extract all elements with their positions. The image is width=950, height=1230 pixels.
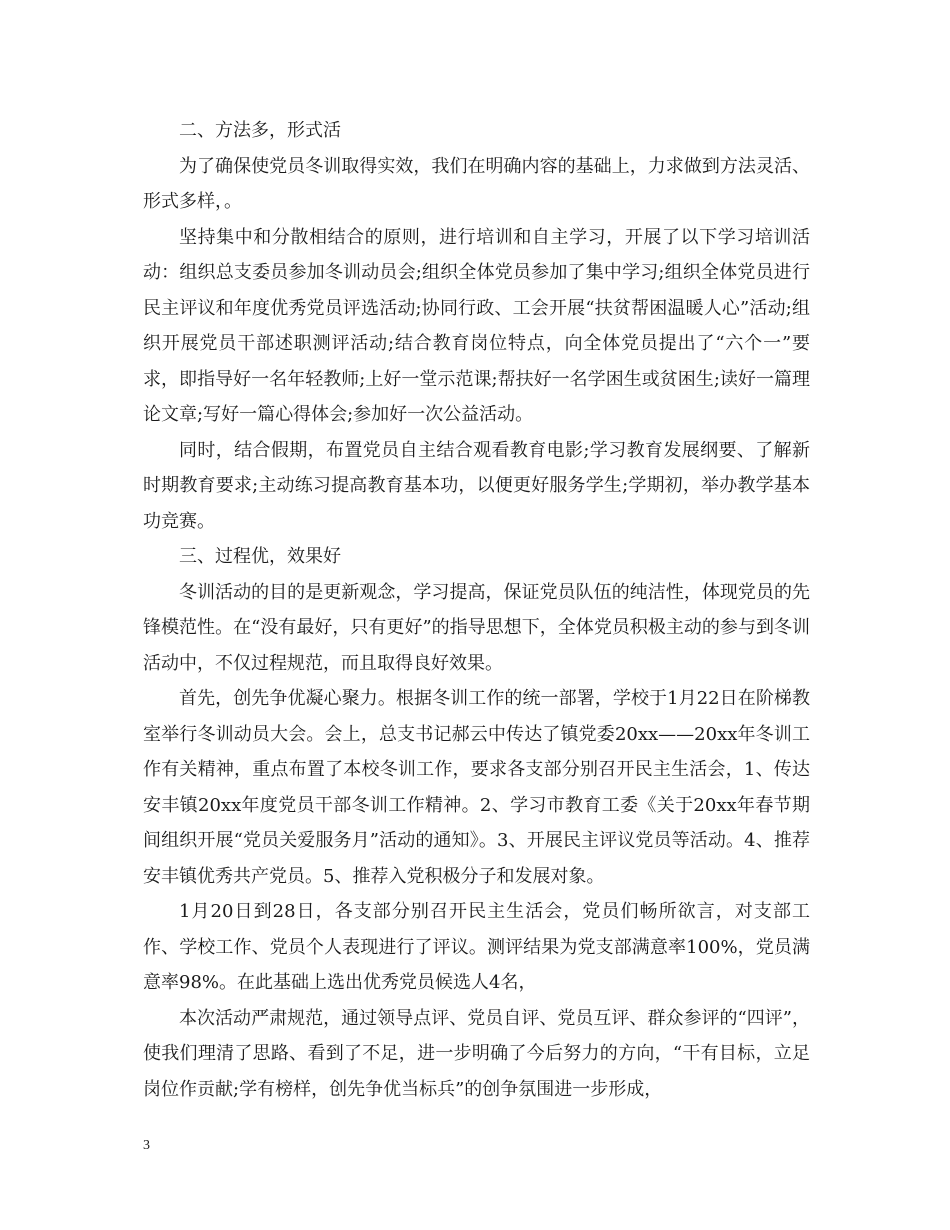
document-body [143, 113, 810, 1107]
paragraph: 1月20日到28日，各支部分别召开民主生活会，党员们畅所欲言，对支部工作、学校工作、党员个人表现进行了评议。测评结果为党支部满意率100%，党员满意率98%。在此基础上选出优秀党员候选人4名， [143, 901, 810, 993]
paragraph: 冬训活动的目的是更新观念，学习提高，保证党员队伍的纯洁性，体现党员的先锋模范性。在“没有最好，只有更好”的指导思想下，全体党员积极主动的参与到冬训活动中，不仅过程规范，而且取得良好效果。 [143, 581, 810, 674]
section-heading-process: 三、过程优，效果好 [179, 546, 341, 567]
paragraph: 坚持集中和分散相结合的原则，进行培训和自主学习，开展了以下学习培训活动：组织总支委员参加冬训动员会;组织全体党员参加了集中学习;组织全体党员进行民主评议和年度优秀党员评选活动;协同行政、工会开展“扶贫帮困温暖人心”活动;组织开展党员干部述职测评活动;结合教育岗位特点，向全体党员提出了“六个一”要求，即指导好一名年轻教师;上好一堂示范课;帮扶好一名学困生或贫困生;读好一篇理论文章;写好一篇心得体会;参加好一次公益活动。 [143, 226, 810, 425]
page-number: 3 [143, 1138, 150, 1153]
paragraph: 首先，创先争优凝心聚力。根据冬训工作的统一部署，学校于1月22日在阶梯教室举行冬训动员大会。会上，总支书记郝云中传达了镇党委20xx——20xx年冬训工作有关精神，重点布置了本校冬训工作，要求各支部分别召开民主生活会，1、传达安丰镇20xx年度党员干部冬训工作精神。2、学习市教育工委《关于20xx年春节期间组织开展“党员关爱服务月”活动的通知》。3、开展民主评议党员等活动。4、推荐安丰镇优秀共产党员。5、推荐入党积极分子和发展对象。 [143, 688, 810, 887]
paragraph: 本次活动严肃规范，通过领导点评、党员自评、党员互评、群众参评的“四评”，使我们理清了思路、看到了不足，进一步明确了今后努力的方向，“干有目标，立足岗位作贡献;学有榜样，创先争优当标兵”的创争氛围进一步形成， [143, 1007, 810, 1100]
section-heading-methods: 二、方法多，形式活 [179, 120, 341, 141]
paragraph: 同时，结合假期，布置党员自主结合观看教育电影;学习教育发展纲要、了解新时期教育要求;主动练习提高教育基本功，以便更好服务学生;学期初，举办教学基本功竞赛。 [143, 439, 810, 532]
paragraph: 为了确保使党员冬训取得实效，我们在明确内容的基础上，力求做到方法灵活、形式多样，。 [143, 155, 810, 212]
